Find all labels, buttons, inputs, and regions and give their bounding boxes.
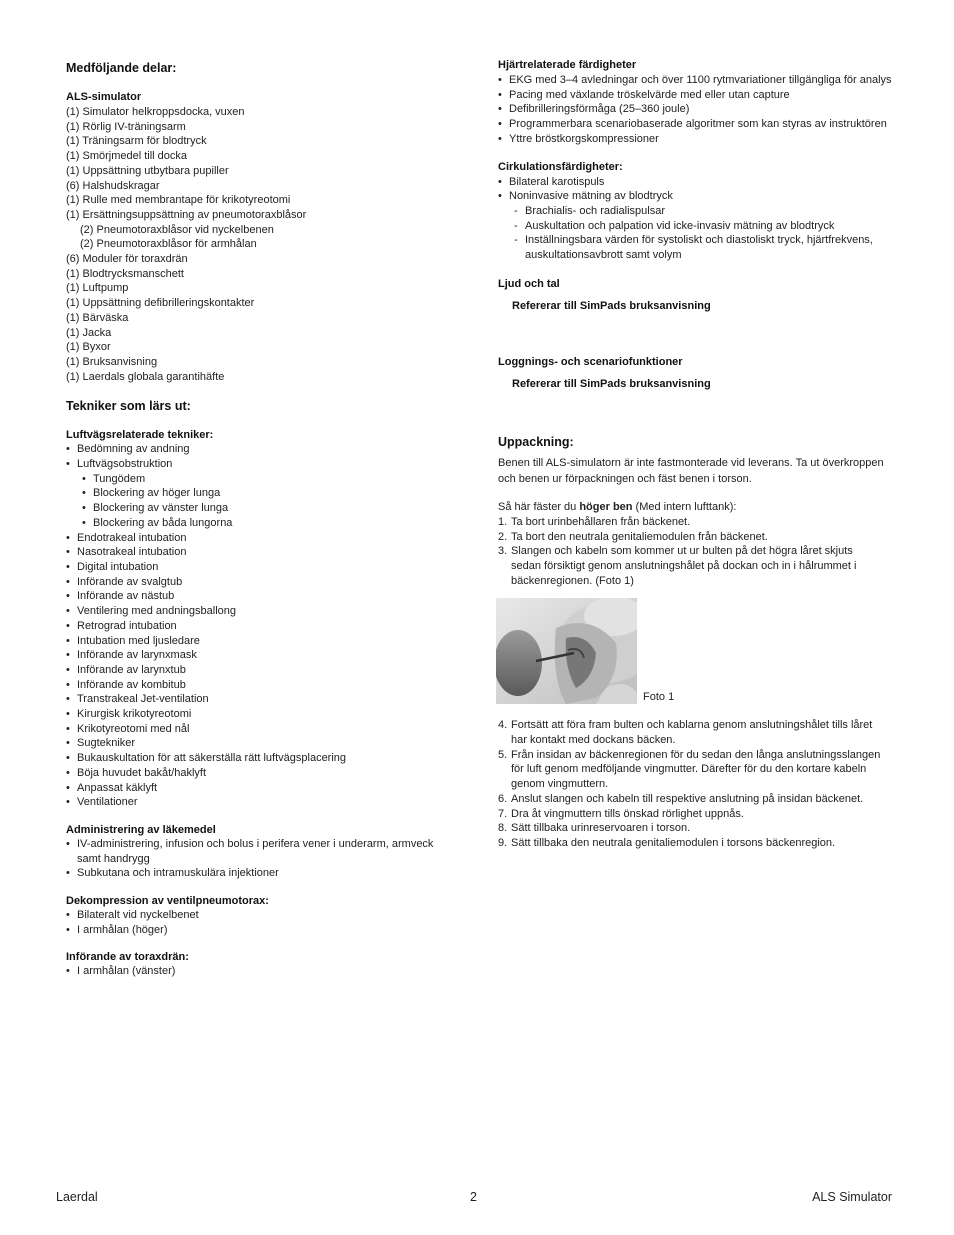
steps-list xyxy=(498,515,898,589)
part-item: (1) Smörjmedel till docka xyxy=(66,150,188,163)
chest-drain-list xyxy=(66,964,446,979)
photo-caption: Foto 1 xyxy=(643,691,675,704)
right-column xyxy=(498,58,898,851)
chest-drain-heading: Införande av toraxdrän: xyxy=(66,951,189,964)
airway-techniques-heading: Luftvägsrelaterade tekniker: xyxy=(66,429,214,442)
page-number: 2 xyxy=(470,1190,477,1204)
part-item: (1) Laerdals globala garantihäfte xyxy=(66,370,225,383)
circulation-sublist xyxy=(498,204,898,263)
list-item: • Intubation med ljusledare xyxy=(66,634,446,649)
part-item: (1) Rörlig IV-träningsarm xyxy=(66,120,186,133)
unpacking-paragraph: Benen till ALS-simulatorn är inte fastmonterade vid leverans. Ta ut överkroppen och benen ur förpackningen och fäst benen i torson. xyxy=(498,457,884,485)
logging-reference: Refererar till SimPads bruksanvisning xyxy=(512,378,711,391)
list-item: • Digital intubation xyxy=(66,560,446,575)
decompression-heading: Dekompression av ventilpneumotorax: xyxy=(66,895,269,908)
list-item: • Programmerbara scenariobaserade algoritmer som kan styras av instruktören xyxy=(498,117,898,132)
list-item: • Anpassat käklyft xyxy=(66,781,446,796)
sound-reference: Refererar till SimPads bruksanvisning xyxy=(512,299,711,312)
part-item: (1) Simulator helkroppsdocka, vuxen xyxy=(66,106,245,118)
list-subitem: - Brachialis- och radialispulsar xyxy=(498,204,898,219)
circulation-heading: Cirkulationsfärdigheter: xyxy=(498,160,623,173)
left-column xyxy=(66,58,446,979)
list-item: • Nasotrakeal intubation xyxy=(66,545,446,560)
list-item: • Defibrilleringsförmåga (25–360 joule) xyxy=(498,102,898,117)
airway-list xyxy=(66,442,446,471)
photo-thigh-bolt xyxy=(496,598,637,704)
heart-skills-heading: Hjärtrelaterade färdigheter xyxy=(498,59,637,71)
medication-heading: Administrering av läkemedel xyxy=(66,823,216,836)
step-item: 6. Anslut slangen och kabeln till respektive anslutning på insidan bäckenet. xyxy=(498,792,864,805)
steps-list-continued xyxy=(498,718,898,850)
part-item: (6) Halshudskragar xyxy=(66,179,160,192)
part-item: (1) Bärväska xyxy=(66,311,129,324)
airway-list-continued xyxy=(66,531,446,810)
part-item: (1) Byxor xyxy=(66,341,111,354)
list-item: • IV-administrering, infusion och bolus i perifera vener i underarm, armveck samt handrygg xyxy=(66,837,446,866)
step-item: 7. Dra åt vingmuttern tills önskad rörlighet uppnås. xyxy=(498,807,744,820)
list-item: • Subkutana och intramuskulära injektioner xyxy=(66,866,446,881)
list-item: • Ventilering med andningsballong xyxy=(66,604,446,619)
part-item: (1) Uppsättning utbytbara pupiller xyxy=(66,164,229,177)
list-item: • Luftvägsobstruktion xyxy=(66,457,446,472)
list-subitem: • Tungödem xyxy=(66,472,446,487)
list-item: • Noninvasive mätning av blodtryck xyxy=(498,189,898,204)
list-subitem: - Auskultation och palpation vid icke-invasiv mätning av blodtryck xyxy=(498,219,898,234)
step-item: 3. Slangen och kabeln som kommer ut ur bulten på det högra låret skjuts sedan försiktigt genom anslutningshålet på dockan och in i hålrummet i bäckenregionen. (Foto 1) xyxy=(498,545,857,587)
list-item: • Transtrakeal Jet-ventilation xyxy=(66,692,446,707)
list-item: • I armhålan (vänster) xyxy=(66,964,446,979)
techniques-heading: Tekniker som lärs ut: xyxy=(66,399,191,414)
step-item: 5. Från insidan av bäckenregionen för du sedan den långa anslutningsslangen för luft genom medföljande vingmutter. Därefter för du den kortare kabeln genom vingmuttern. xyxy=(498,748,881,791)
list-item: • Krikotyreotomi med nål xyxy=(66,722,446,737)
list-subitem: • Blockering av vänster lunga xyxy=(66,501,446,516)
list-subitem: • Blockering av båda lungorna xyxy=(66,516,446,531)
heart-skills-list xyxy=(498,73,898,147)
attach-intro: Så här fäster du höger ben (Med intern lufttank): xyxy=(498,501,737,514)
list-item: • Införande av larynxtub xyxy=(66,663,446,678)
part-item: (1) Luftpump xyxy=(66,282,129,295)
list-item: • Bilateralt vid nyckelbenet xyxy=(66,908,446,923)
als-simulator-heading: ALS-simulator xyxy=(66,91,142,103)
list-item: • EKG med 3–4 avledningar och över 1100 rytmvariationer tillgängliga för analys xyxy=(498,73,898,88)
part-item: (1) Jacka xyxy=(66,326,112,339)
step-item: 2. Ta bort den neutrala genitaliemodulen från bäckenet. xyxy=(498,530,768,543)
part-item: (1) Bruksanvisning xyxy=(66,355,158,368)
part-subitem: (2) Pneumotoraxblåsor för armhålan xyxy=(80,238,257,251)
airway-sublist xyxy=(66,472,446,531)
part-subitem: (2) Pneumotoraxblåsor vid nyckelbenen xyxy=(80,223,274,236)
part-item: (1) Rulle med membrantape för krikotyreotomi xyxy=(66,194,291,207)
list-subitem: - Inställningsbara värden för systoliskt och diastoliskt tryck, hjärtfrekvens, auskultationsavbrott samt volym xyxy=(498,233,898,262)
list-subitem: • Blockering av höger lunga xyxy=(66,486,446,501)
unpacking-heading: Uppackning: xyxy=(498,435,574,450)
step-item: 4. Fortsätt att föra fram bulten och kablarna genom anslutningshålet tills låret har kontakt med dockans bäcken. xyxy=(498,719,873,747)
list-item: • Yttre bröstkorgskompressioner xyxy=(498,132,898,147)
decompression-list xyxy=(66,908,446,937)
list-item: • Införande av larynxmask xyxy=(66,648,446,663)
photo-figure xyxy=(498,598,898,706)
list-item: • Ventilationer xyxy=(66,795,446,810)
sound-speech-heading: Ljud och tal xyxy=(498,277,560,290)
list-item: • Införande av kombitub xyxy=(66,678,446,693)
list-item: • Endotrakeal intubation xyxy=(66,531,446,546)
list-item: • I armhålan (höger) xyxy=(66,923,446,938)
footer-product: ALS Simulator xyxy=(812,1190,892,1204)
list-item: • Retrograd intubation xyxy=(66,619,446,634)
step-item: 9. Sätt tillbaka den neutrala genitaliemodulen i torsons bäckenregion. xyxy=(498,836,836,849)
list-item: • Bukauskultation för att säkerställa rätt luftvägsplacering xyxy=(66,751,446,766)
step-item: 8. Sätt tillbaka urinreservoaren i torson. xyxy=(498,822,691,835)
part-item: (6) Moduler för toraxdrän xyxy=(66,253,188,266)
part-item: (1) Träningsarm för blodtryck xyxy=(66,135,207,148)
parts-list xyxy=(66,105,446,384)
part-item: (1) Uppsättning defibrilleringskontakter xyxy=(66,297,255,310)
list-item: • Bedömning av andning xyxy=(66,442,446,457)
included-parts-heading: Medföljande delar: xyxy=(66,61,177,75)
list-item: • Införande av svalgtub xyxy=(66,575,446,590)
medication-list xyxy=(66,837,446,881)
part-item: (1) Ersättningsuppsättning av pneumotoraxblåsor xyxy=(66,208,307,221)
list-item: • Böja huvudet bakåt/haklyft xyxy=(66,766,446,781)
footer-brand: Laerdal xyxy=(56,1190,98,1204)
part-item: (1) Blodtrycksmanschett xyxy=(66,267,184,280)
list-item: • Införande av nästub xyxy=(66,589,446,604)
list-item: • Bilateral karotispuls xyxy=(498,175,898,190)
list-item: • Pacing med växlande tröskelvärde med eller utan capture xyxy=(498,88,898,103)
step-item: 1. Ta bort urinbehållaren från bäckenet. xyxy=(498,515,691,528)
logging-heading: Loggnings- och scenariofunktioner xyxy=(498,356,683,369)
list-item: • Sugtekniker xyxy=(66,736,446,751)
list-item: • Kirurgisk krikotyreotomi xyxy=(66,707,446,722)
circulation-list xyxy=(498,175,898,204)
photo-illustration xyxy=(496,598,637,704)
